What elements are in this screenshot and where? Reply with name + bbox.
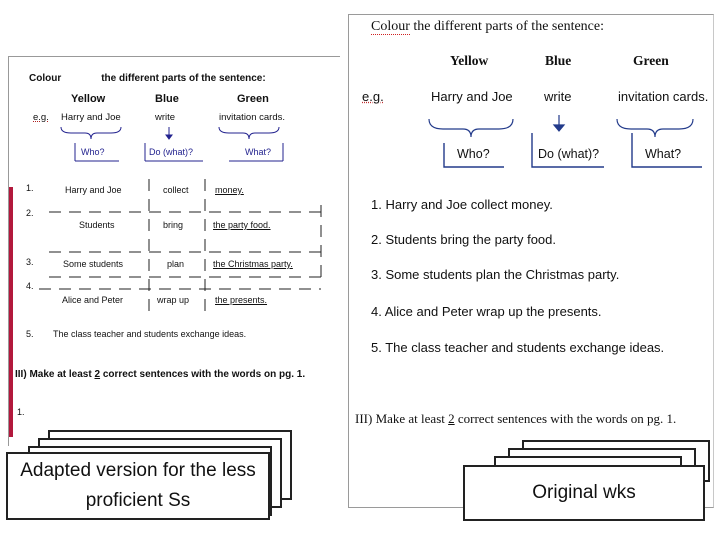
adapted-example-verb: write xyxy=(155,112,176,123)
original-item-2: 2. Students bring the party food. xyxy=(371,232,557,247)
adapted-eg-label: e.g. xyxy=(33,112,49,123)
adapted-num-2: 2. xyxy=(26,208,34,218)
adapted-title: Colour the different parts of the sentence: xyxy=(29,73,266,84)
adapted-header-green: Green xyxy=(237,93,269,105)
adapted-question-do-what: Do (what)? xyxy=(149,147,194,157)
original-item-1: 1. Harry and Joe collect money. xyxy=(371,197,553,212)
adapted-example-object: invitation cards. xyxy=(219,112,286,123)
adapted-header-yellow: Yellow xyxy=(71,93,106,105)
question-who: Who? xyxy=(457,147,490,161)
row2-verb: bring xyxy=(163,220,184,230)
row1-verb: collect xyxy=(163,185,189,195)
original-item-5: 5. The class teacher and students exchange ideas. xyxy=(371,340,665,355)
adapted-header-blue: Blue xyxy=(155,93,179,105)
row3-object: the Christmas party. xyxy=(213,259,293,269)
adapted-example-subject: Harry and Joe xyxy=(61,112,121,123)
row3-subject: Some students xyxy=(63,259,124,269)
header-yellow: Yellow xyxy=(450,53,489,68)
adapted-num-1: 1. xyxy=(26,183,34,193)
question-what: What? xyxy=(645,147,682,161)
example-object: invitation cards. xyxy=(618,89,709,104)
original-title: Colour the different parts of the sentence: xyxy=(371,19,604,34)
adapted-num-5: 5. xyxy=(26,329,34,339)
caption-adapted: Adapted version for the less proficient Ss xyxy=(6,452,270,520)
row4-object: the presents. xyxy=(215,295,268,305)
example-verb: write xyxy=(544,89,572,104)
eg-label: e.g. xyxy=(362,89,384,104)
caption-original: Original wks xyxy=(463,465,705,521)
adapted-task-3: III) Make at least 2 correct sentences with the words on pg. 1. xyxy=(15,369,306,380)
row4-verb: wrap up xyxy=(157,295,190,305)
row2-object: the party food. xyxy=(213,220,271,230)
header-green: Green xyxy=(633,53,669,68)
original-item-3: 3. Some students plan the Christmas party. xyxy=(371,267,620,282)
adapted-item-5: The class teacher and students exchange ideas. xyxy=(53,329,247,339)
adapted-line-1: 1. xyxy=(17,407,25,417)
example-subject: Harry and Joe xyxy=(431,89,513,104)
adapted-question-who: Who? xyxy=(81,147,105,157)
row2-subject: Students xyxy=(79,220,115,230)
adapted-num-3: 3. xyxy=(26,257,34,267)
header-blue: Blue xyxy=(545,53,572,68)
original-item-4: 4. Alice and Peter wrap up the presents. xyxy=(371,304,602,319)
row4-subject: Alice and Peter xyxy=(62,295,124,305)
row1-subject: Harry and Joe xyxy=(65,185,122,195)
adapted-question-what: What? xyxy=(245,147,272,157)
original-worksheet xyxy=(348,14,714,508)
original-task-3: III) Make at least 2 correct sentences with the words on pg. 1. xyxy=(355,411,677,426)
row3-verb: plan xyxy=(167,259,185,269)
question-do-what: Do (what)? xyxy=(538,147,600,161)
adapted-worksheet xyxy=(8,56,340,446)
adapted-num-4: 4. xyxy=(26,281,34,291)
row1-object: money. xyxy=(215,185,244,195)
